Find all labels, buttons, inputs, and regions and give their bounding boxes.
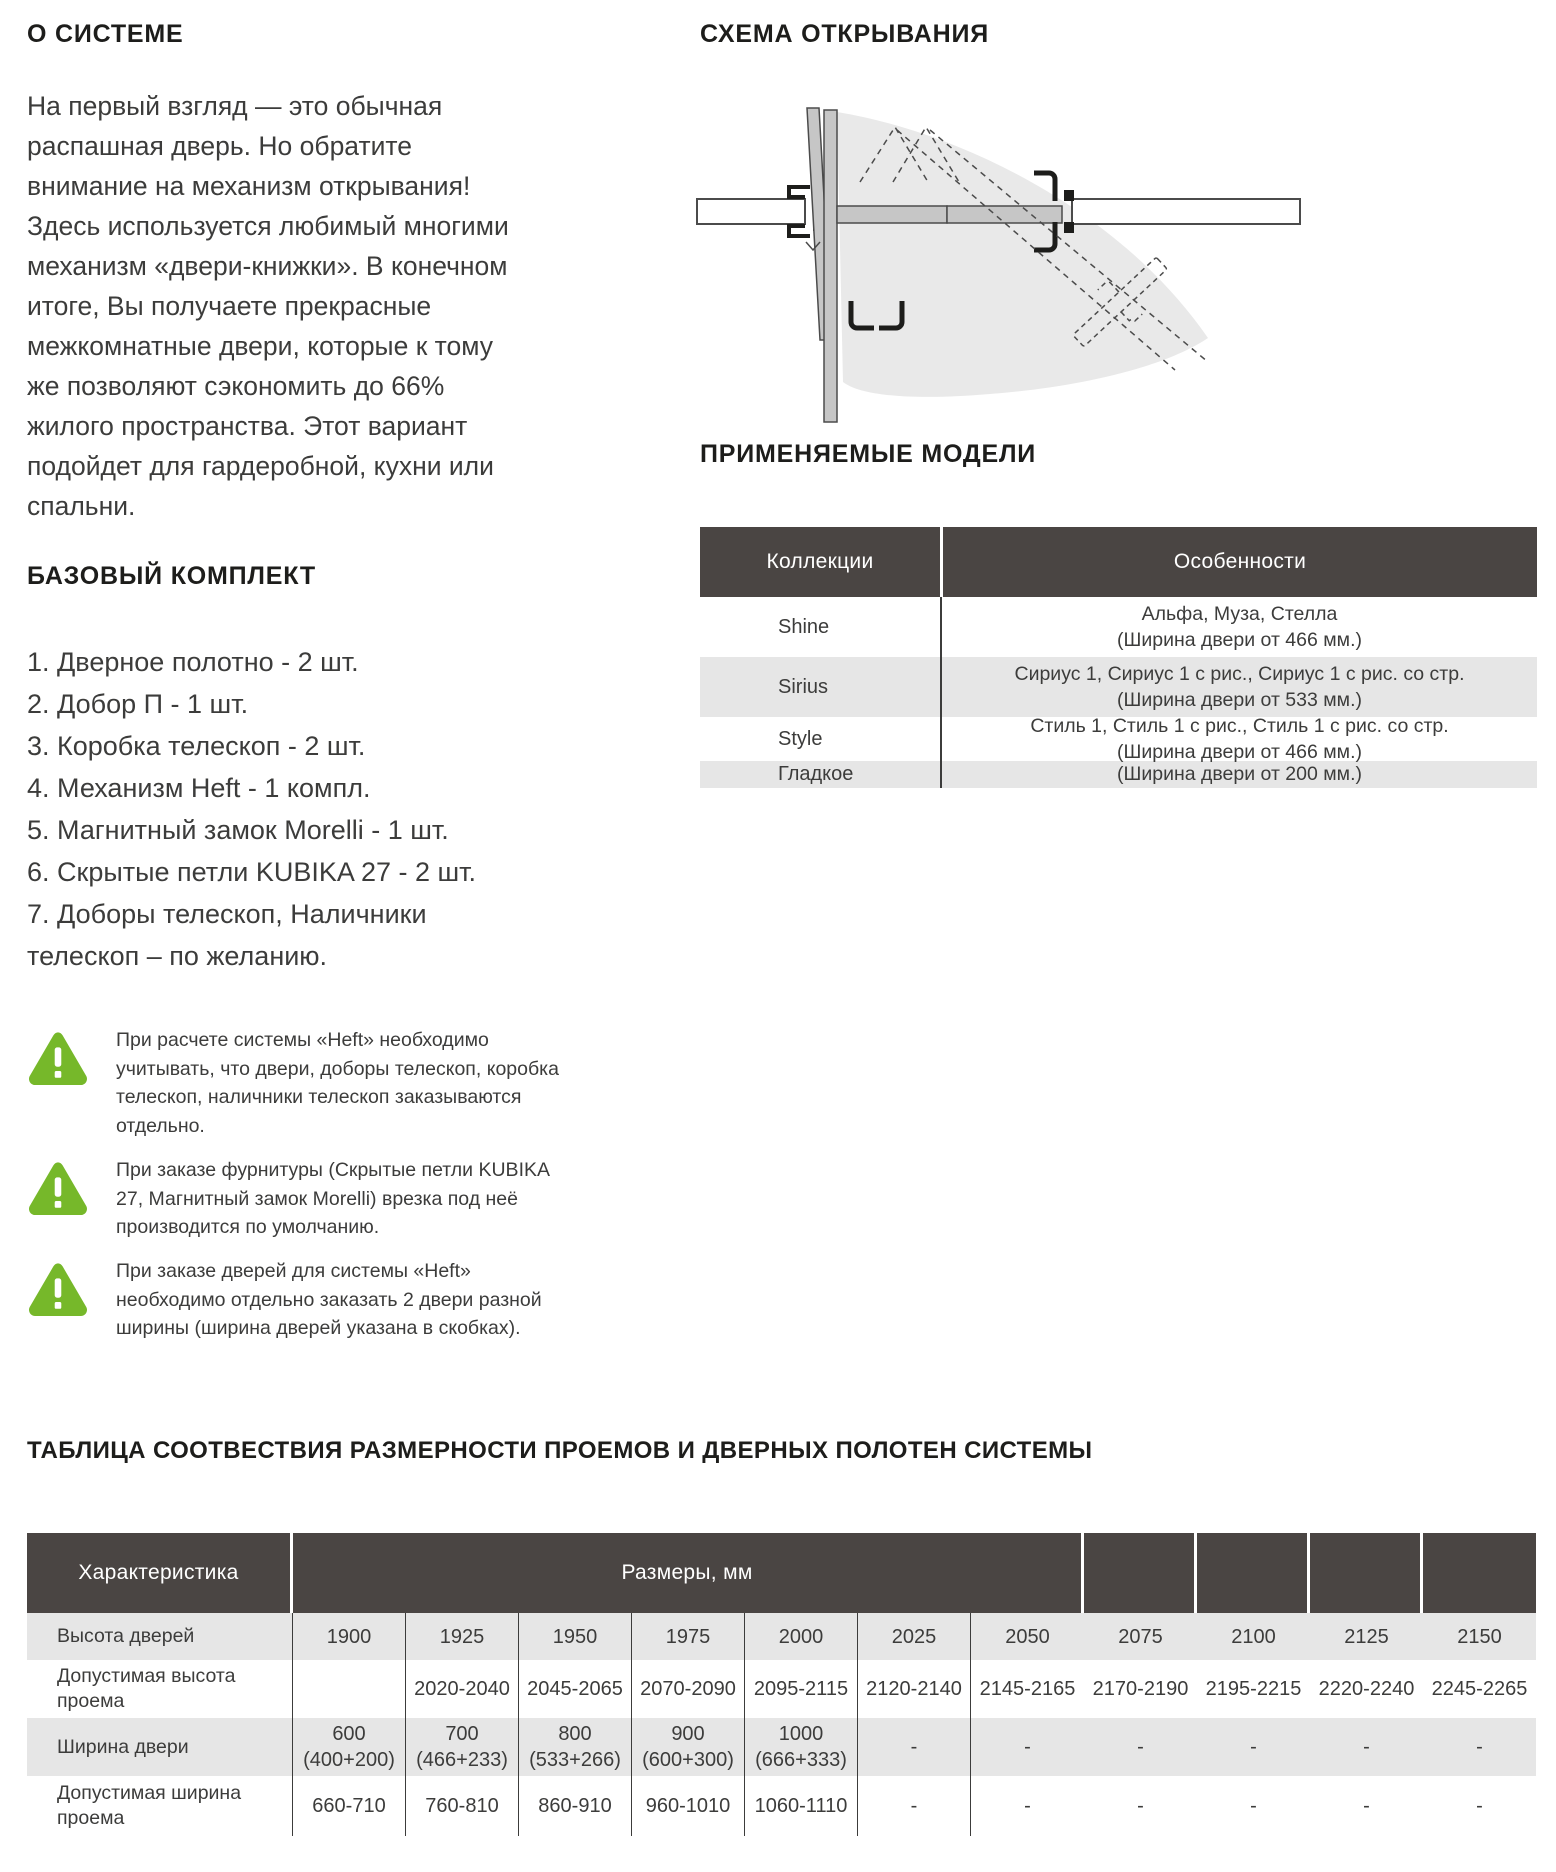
size-header-empty-cell <box>1197 1533 1310 1613</box>
size-table-cell: 700 (466+233) <box>406 1718 519 1776</box>
size-table <box>27 1533 1536 1836</box>
size-table-cell: 1975 <box>632 1613 745 1660</box>
size-table-cell: 960-1010 <box>632 1776 745 1836</box>
models-header-collections: Коллекции <box>700 527 943 597</box>
size-header-empty-cell <box>1423 1533 1536 1613</box>
door-panel-vertical <box>824 110 837 422</box>
collection-features: (Ширина двери от 200 мм.) <box>1117 763 1362 785</box>
size-table-cell: - <box>1363 1736 1370 1758</box>
about-body: На первый взгляд — это обычная распашная дверь. Но обратите внимание на механизм открывания! Здесь используется любимый многими механизм «двери-книжки». В конечном итоге, Вы получаете прекрасные межкомнатные двери, которые к тому же позволяют сэкономить до 66% жилого пространства. Этот вариант подойдет для гардеробной, кухни или спальни. <box>27 91 509 521</box>
size-table-cell: 2145-2165 <box>979 1678 1076 1700</box>
size-table-cell: 2195-2215 <box>1205 1678 1302 1700</box>
size-table-title: ТАБЛИЦА СООТВЕСТВИЯ РАЗМЕРНОСТИ ПРОЕМОВ И ДВЕРНЫХ ПОЛОТЕН СИСТЕМЫ <box>27 1437 1093 1464</box>
door-panel-horizontal <box>837 206 947 223</box>
left-jamb-bracket <box>789 187 810 197</box>
size-table-cell: 1000 (666+333) <box>745 1718 858 1776</box>
size-table-cell: 2075 <box>1118 1625 1163 1648</box>
size-table-cell: 800 (533+266) <box>519 1718 632 1776</box>
left-jamb-bracket <box>789 226 810 236</box>
size-table-cell: 660-710 <box>293 1776 406 1836</box>
warning-text: При заказе дверей для системы «Heft» необходимо отдельно заказать 2 двери разной ширины (ширина дверей указана в скобках). <box>116 1260 542 1339</box>
kit-list-item: 5. Магнитный замок Morelli - 1 шт. <box>27 815 449 845</box>
size-table-cell: - <box>1250 1795 1257 1817</box>
wall-left <box>697 199 805 224</box>
collection-name: Shine <box>778 615 830 638</box>
about-title: О СИСТЕМЕ <box>27 20 184 48</box>
models-table-row <box>700 714 1537 763</box>
kit-list-item: 2. Добор П - 1 шт. <box>27 689 249 719</box>
kit-list <box>27 641 482 977</box>
size-table-cell: - <box>1024 1736 1031 1758</box>
size-table-cell: 2095-2115 <box>745 1660 858 1718</box>
right-jamb-block <box>1064 222 1074 233</box>
kit-title: БАЗОВЫЙ КОМПЛЕКТ <box>27 562 316 590</box>
warning-note-2 <box>27 1156 578 1242</box>
size-table-cell: - <box>1137 1736 1144 1758</box>
size-table-cell: 2220-2240 <box>1318 1678 1415 1700</box>
warning-note-1 <box>27 1026 578 1140</box>
size-table-cell: 1950 <box>519 1613 632 1660</box>
size-table-cell: 2170-2190 <box>1092 1678 1189 1700</box>
size-table-cell: 2125 <box>1344 1625 1389 1648</box>
warning-triangle-icon <box>27 1261 89 1322</box>
size-table-cell: - <box>1024 1795 1031 1817</box>
size-table-cell: - <box>858 1776 971 1836</box>
size-table-cell: 2245-2265 <box>1431 1678 1528 1700</box>
row-label: Допустимая высота проема <box>27 1660 293 1718</box>
size-table-cell: 860-910 <box>519 1776 632 1836</box>
scheme-title: СХЕМА ОТКРЫВАНИЯ <box>700 20 990 48</box>
size-table-cell: - <box>1137 1795 1144 1817</box>
door-opening-diagram <box>610 70 1310 465</box>
collection-name: Style <box>778 727 823 750</box>
size-table-row <box>27 1776 1536 1836</box>
size-header-characteristic: Характеристика <box>27 1533 293 1613</box>
size-table-cell: 1060-1110 <box>745 1776 858 1836</box>
size-table-cell: 2045-2065 <box>519 1660 632 1718</box>
size-header-empty-cell <box>1310 1533 1423 1613</box>
kit-list-item: 3. Коробка телескоп - 2 шт. <box>27 731 366 761</box>
collection-features: Стиль 1, Стиль 1 с рис., Стиль 1 с рис. со стр. (Ширина двери от 466 мм.) <box>1030 714 1449 763</box>
size-table-cell: 1900 <box>293 1613 406 1660</box>
kit-list-item: 4. Механизм Heft - 1 компл. <box>27 773 371 803</box>
models-table <box>700 527 1537 788</box>
warning-text: При заказе фурнитуры (Скрытые петли KUBIKA 27, Магнитный замок Morelli) врезка под неё производится по умолчанию. <box>116 1159 549 1238</box>
size-table-cell: 2100 <box>1231 1625 1276 1648</box>
size-header-empty-cell <box>1084 1533 1197 1613</box>
size-table-cell: 2020-2040 <box>406 1660 519 1718</box>
size-table-cell: 2150 <box>1457 1625 1502 1648</box>
size-header-sizes: Размеры, мм <box>293 1533 1084 1613</box>
models-table-header <box>700 527 1537 597</box>
size-table-cell: - <box>1476 1736 1483 1758</box>
collection-name: Sirius <box>778 675 829 698</box>
models-table-row <box>700 657 1537 717</box>
models-title: ПРИМЕНЯЕМЫЕ МОДЕЛИ <box>700 440 1037 468</box>
models-table-row <box>700 761 1537 788</box>
warning-text: При расчете системы «Heft» необходимо учитывать, что двери, доборы телескоп, коробка телескоп, наличники телескоп заказываются отдельно. <box>116 1029 559 1137</box>
row-label: Высота дверей <box>27 1613 293 1660</box>
size-table-row <box>27 1613 1536 1660</box>
warning-note-3 <box>27 1257 578 1343</box>
size-table-body <box>27 1613 1536 1836</box>
size-table-cell: 600 (400+200) <box>293 1718 406 1776</box>
kit-list-item: 6. Скрытые петли KUBIKA 27 - 2 шт. <box>27 857 477 887</box>
size-table-cell <box>293 1660 406 1718</box>
row-label: Ширина двери <box>27 1718 293 1776</box>
size-table-cell: 2000 <box>745 1613 858 1660</box>
collection-name: Гладкое <box>778 762 854 785</box>
size-table-cell: 1925 <box>406 1613 519 1660</box>
size-table-cell: - <box>858 1718 971 1776</box>
size-table-cell: 2025 <box>858 1613 971 1660</box>
size-table-cell: 2070-2090 <box>632 1660 745 1718</box>
right-jamb-block <box>1064 190 1074 201</box>
size-table-cell: - <box>1250 1736 1257 1758</box>
size-table-cell: 900 (600+300) <box>632 1718 745 1776</box>
collection-features: Альфа, Муза, Стелла (Ширина двери от 466 мм.) <box>1117 602 1362 651</box>
models-table-body <box>700 597 1537 788</box>
row-label: Допустимая ширина проема <box>27 1776 293 1836</box>
kit-list-item: 1. Дверное полотно - 2 шт. <box>27 647 359 677</box>
collection-features: Сириус 1, Сириус 1 с рис., Сириус 1 с рис. со стр. (Ширина двери от 533 мм.) <box>1014 662 1465 711</box>
size-table-row <box>27 1660 1536 1718</box>
size-table-header <box>27 1533 1536 1613</box>
models-header-features: Особенности <box>943 527 1537 597</box>
swing-area <box>837 112 1208 397</box>
door-panel-horizontal <box>947 206 1062 223</box>
column-divider <box>940 597 942 788</box>
size-table-cell: 2050 <box>1005 1625 1050 1648</box>
size-table-cell: 760-810 <box>406 1776 519 1836</box>
warning-triangle-icon <box>27 1160 89 1221</box>
models-table-row <box>700 597 1537 657</box>
size-table-cell: - <box>1363 1795 1370 1817</box>
size-table-cell: - <box>1476 1795 1483 1817</box>
kit-list-item: 7. Доборы телескоп, Наличники телескоп – по желанию. <box>27 899 427 971</box>
size-table-row <box>27 1718 1536 1776</box>
warning-triangle-icon <box>27 1030 89 1091</box>
size-table-cell: 2120-2140 <box>858 1660 971 1718</box>
wall-right <box>1072 199 1300 224</box>
